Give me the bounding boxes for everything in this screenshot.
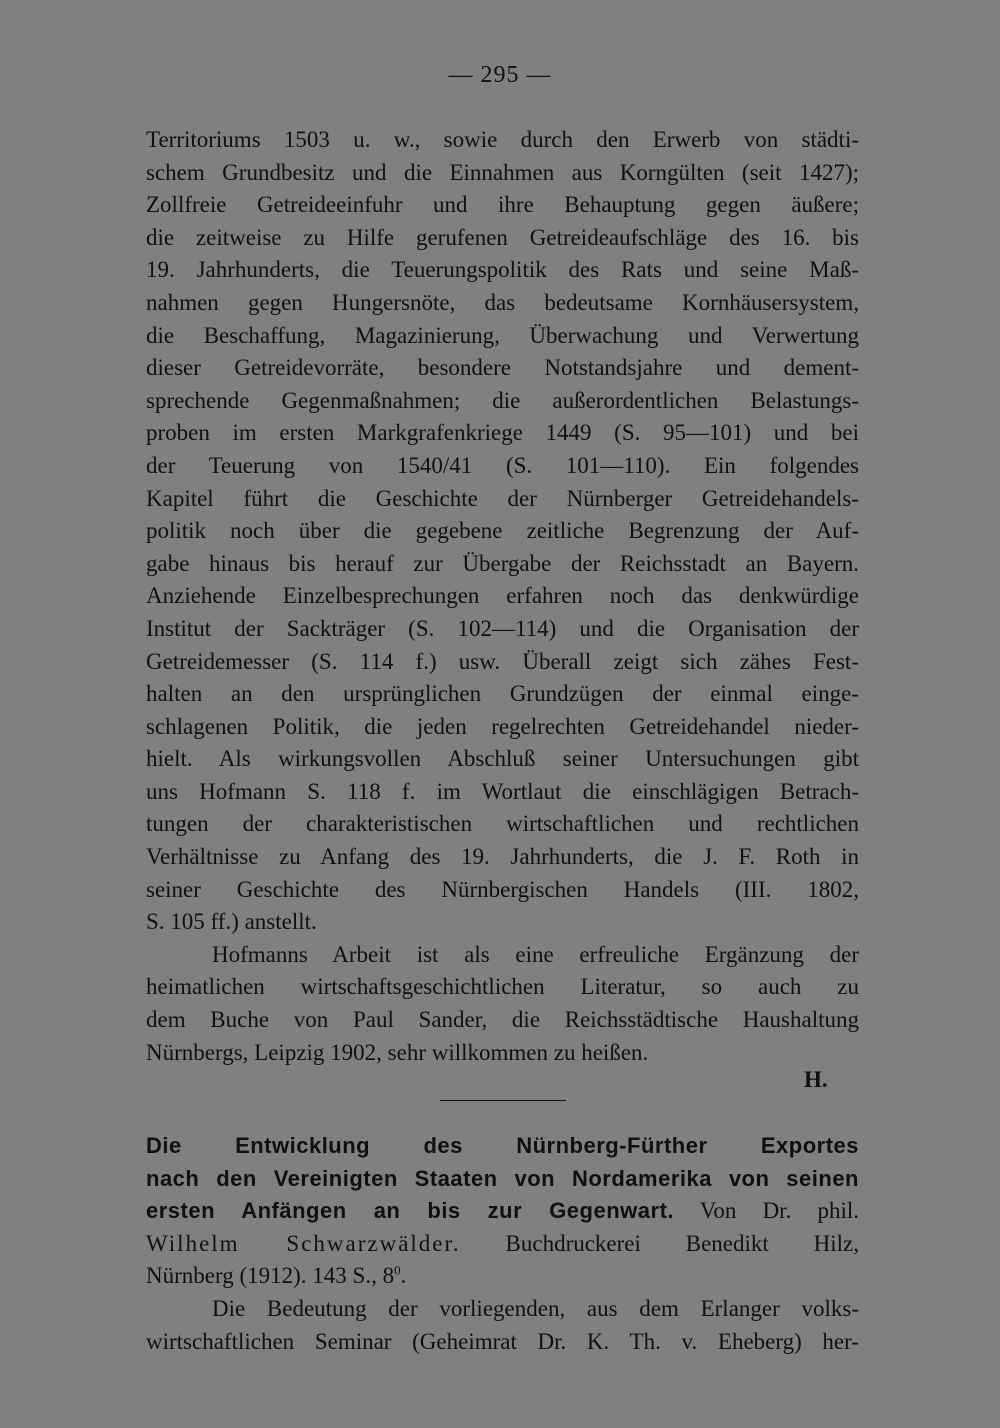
paragraph-first-line: Die Bedeutung der vorliegenden, aus dem Erlanger volks- (212, 1295, 859, 1321)
text-line: tungen der charakteristischen wirtschaftlichen und rechtlichen (146, 811, 859, 837)
paragraph-first-line: Hofmanns Arbeit ist als eine erfreuliche Ergänzung der (212, 941, 859, 967)
text-line: Verhältnisse zu Anfang des 19. Jahrhunderts, die J. F. Roth in (146, 844, 859, 870)
book-review (146, 1130, 859, 1358)
text-line: Anziehende Einzelbesprechungen erfahren noch das denkwürdige (146, 583, 859, 609)
publisher-name: Buchdruckerei Benedikt Hilz, (505, 1230, 859, 1256)
text-line: halten an den ursprünglichen Grundzügen der einmal einge- (146, 681, 859, 707)
text-line: schem Grundbesitz und die Einnahmen aus Korngülten (seit 1427); (146, 159, 859, 185)
text-line: dieser Getreidevorräte, besondere Notstandsjahre und dement- (146, 355, 859, 381)
text-line: dem Buche von Paul Sander, die Reichsstädtische Haushaltung (146, 1007, 859, 1033)
text-line: die zeitweise zu Hilfe gerufenen Getreideaufschläge des 16. bis (146, 224, 859, 250)
bibliographic-imprint (146, 1260, 859, 1293)
reviewer-signature: H. (804, 1067, 828, 1092)
text-line: seiner Geschichte des Nürnbergischen Handels (III. 1802, (146, 876, 859, 902)
text-line: Nürnbergs, Leipzig 1902, sehr willkommen zu heißen. (146, 1039, 649, 1065)
review-title-line: nach den Vereinigten Staaten von Nordamerika von seinen (146, 1165, 859, 1191)
text-line: gabe hinaus bis herauf zur Übergabe der Reichsstadt an Bayern. (146, 550, 859, 576)
text-line: 19. Jahrhunderts, die Teuerungspolitik des Rats und seine Maß- (146, 257, 859, 283)
text-line: politik noch über die gegebene zeitliche Begrenzung der Auf- (146, 518, 859, 544)
page-number: — 295 — (448, 62, 552, 88)
text-line: heimatlichen wirtschaftsgeschichtlichen Literatur, so auch zu (146, 974, 859, 1000)
text-line: Territoriums 1503 u. w., sowie durch den Erwerb von städti- (146, 127, 859, 152)
review-continuation (146, 124, 859, 1069)
text-line: die Beschaffung, Magazinierung, Überwachung und Verwertung (146, 322, 859, 348)
section-divider (440, 1100, 566, 1101)
bibliographic-line (146, 1228, 859, 1261)
format-superscript: 0 (394, 1262, 401, 1278)
text-line: wirtschaftlichen Seminar (Geheimrat Dr. K. Th. v. Eheberg) her- (146, 1328, 859, 1354)
review-title-line: Die Entwicklung des Nürnberg-Fürther Exportes (146, 1133, 859, 1158)
review-title-end: ersten Anfängen an bis zur Gegenwart. (146, 1198, 675, 1224)
text-line: Institut der Sackträger (S. 102—114) und die Organisation der (146, 615, 859, 641)
text-line: sprechende Gegenmaßnahmen; die außerordentlichen Belastungs- (146, 387, 859, 413)
review-title-line (146, 1195, 859, 1228)
imprint-text: Nürnberg (1912). 143 S., 8 (146, 1263, 395, 1289)
text-line: S. 105 ff.) anstellt. (146, 909, 317, 935)
text-line: Kapitel führt die Geschichte der Nürnberger Getreidehandels- (146, 485, 859, 511)
author-name: Wilhelm Schwarzwälder. (146, 1230, 461, 1256)
text-line: uns Hofmann S. 118 f. im Wortlaut die einschlägigen Betrach- (146, 778, 859, 804)
text-line: nahmen gegen Hungersnöte, das bedeutsame Kornhäusersystem, (146, 289, 859, 315)
text-line: hielt. Als wirkungsvollen Abschluß seiner Untersuchungen gibt (146, 746, 859, 772)
text-line: Getreidemesser (S. 114 f.) usw. Überall zeigt sich zähes Fest- (146, 648, 859, 674)
text-line: schlagenen Politik, die jeden regelrechten Getreidehandel nieder- (146, 713, 859, 739)
imprint-period: . (400, 1263, 407, 1289)
text-line: proben im ersten Markgrafenkriege 1449 (S. 95—101) und bei (146, 420, 859, 446)
text-line: Zollfreie Getreideeinfuhr und ihre Behauptung gegen äußere; (146, 192, 859, 218)
review-byline: Von Dr. phil. (699, 1198, 859, 1224)
text-line: der Teuerung von 1540/41 (S. 101—110). Ein folgendes (146, 452, 859, 478)
